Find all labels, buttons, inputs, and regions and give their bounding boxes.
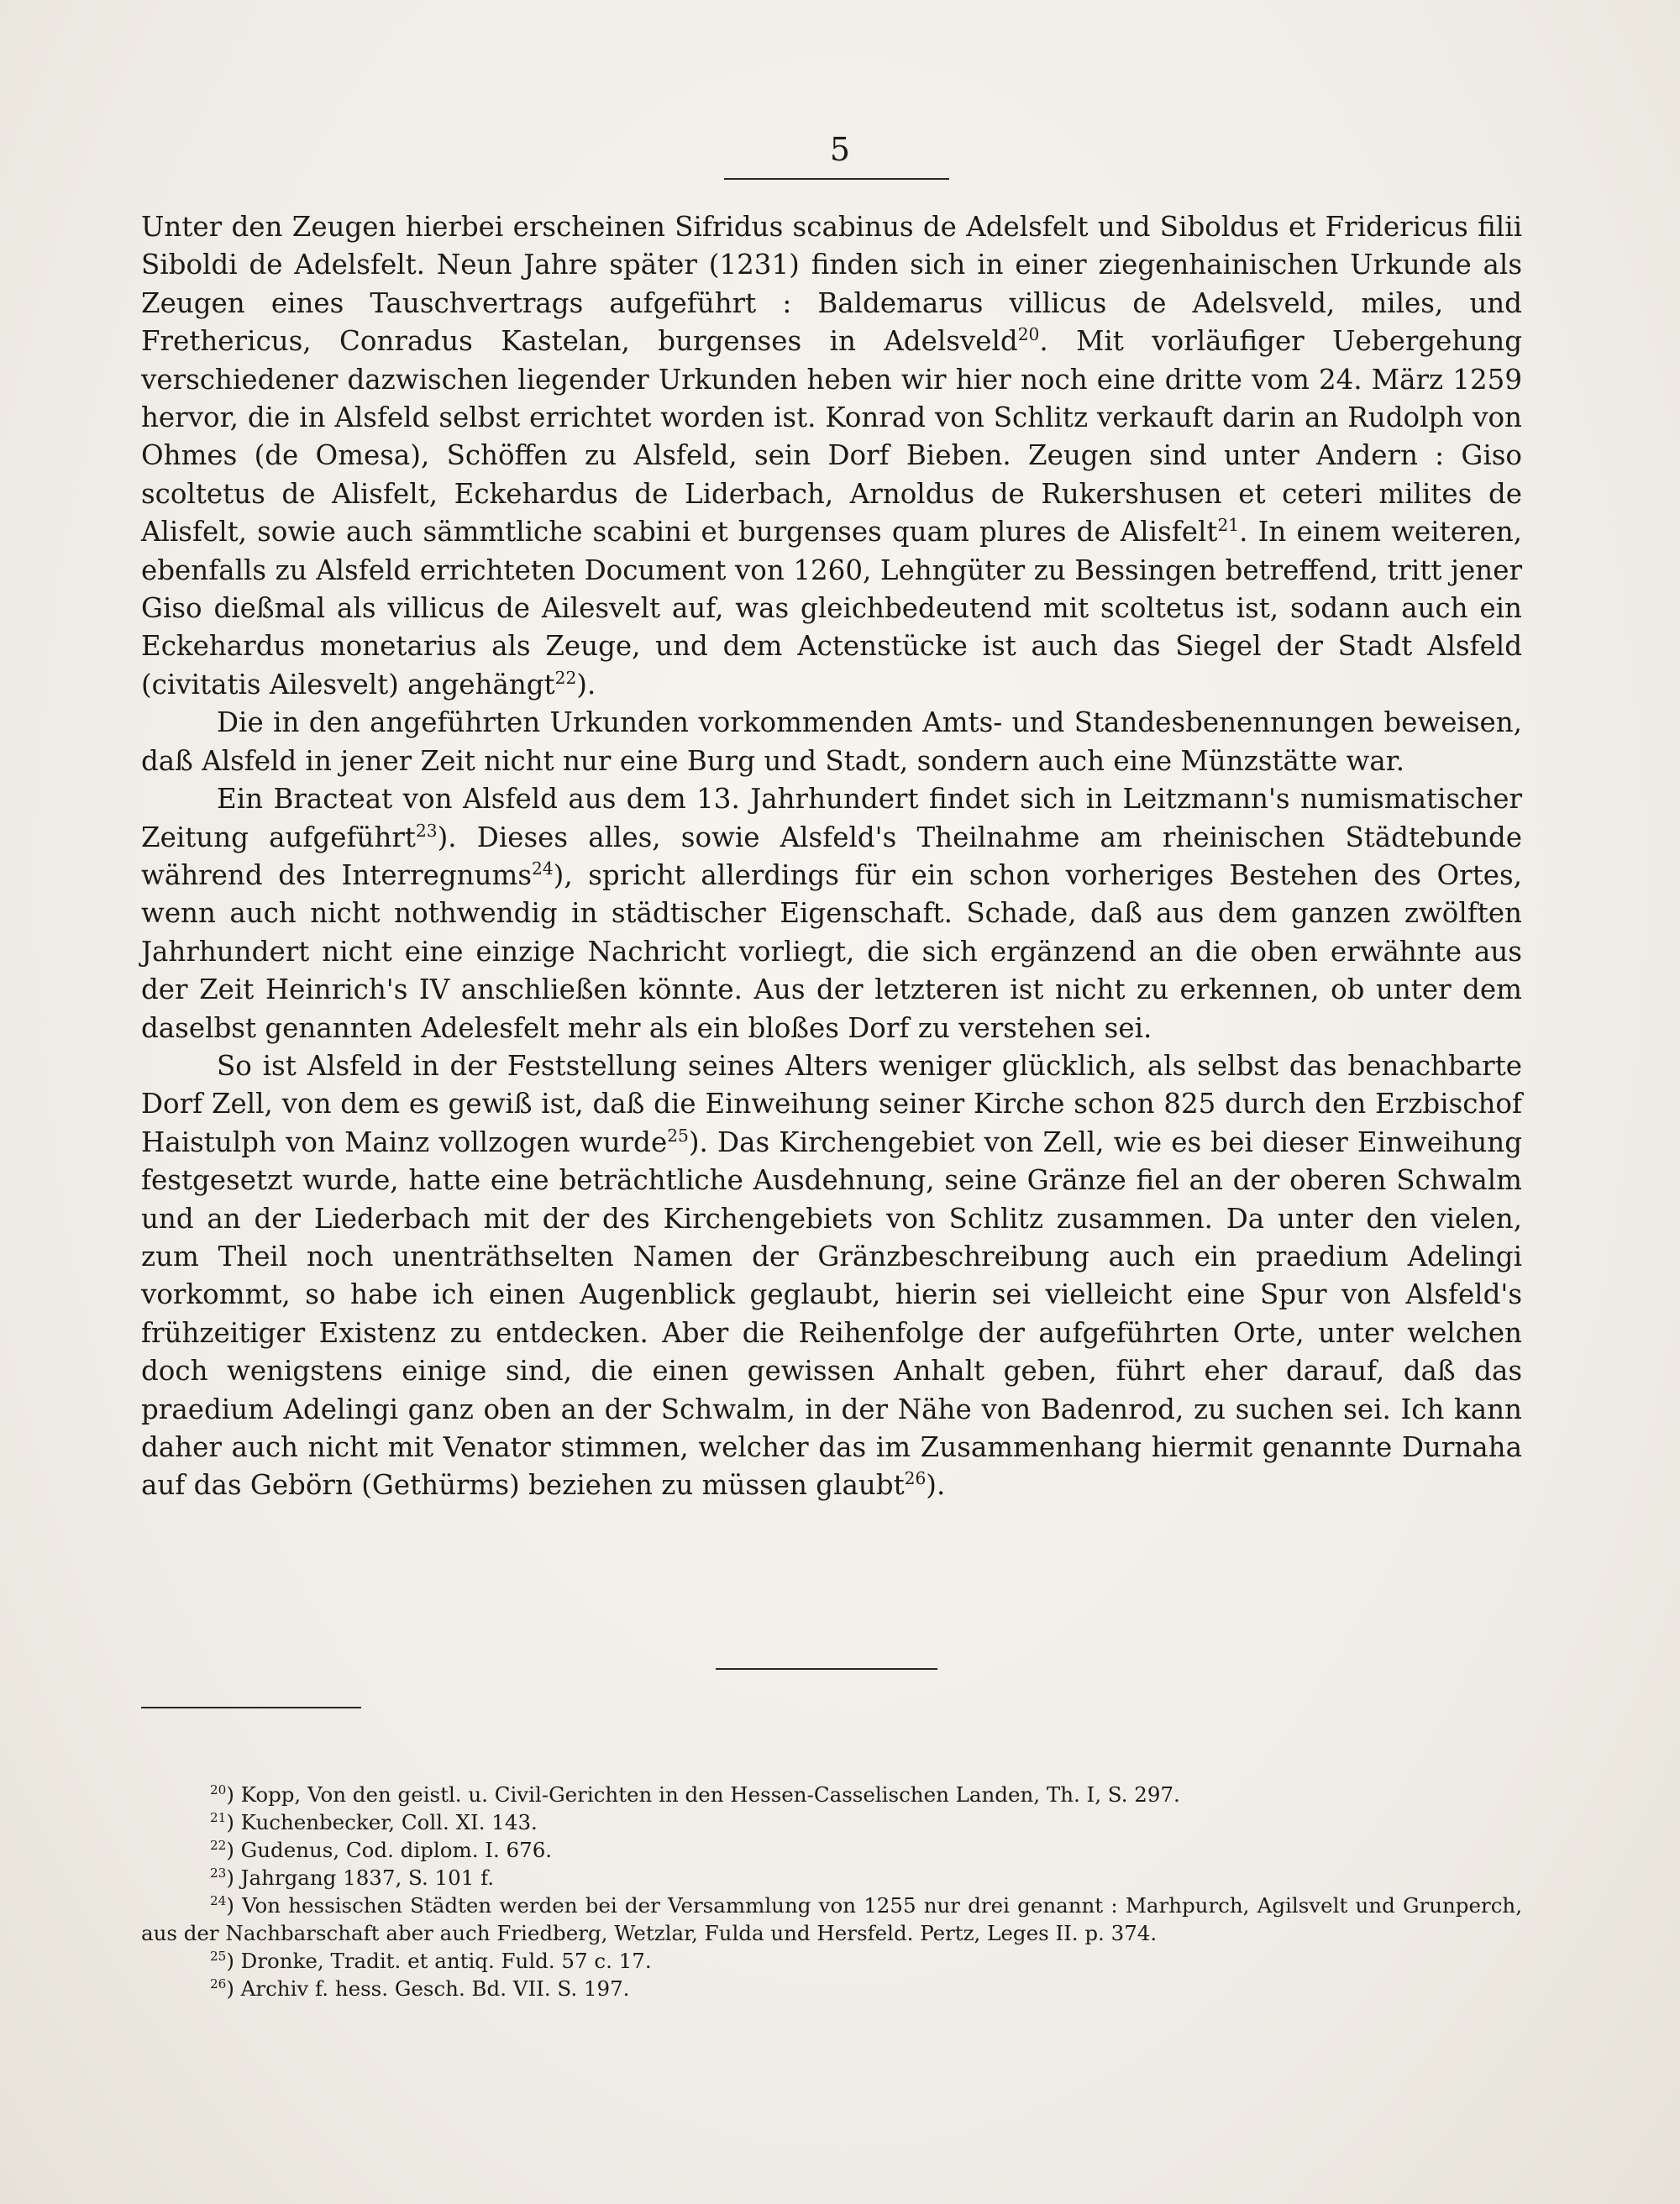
footnote-20: $^{20}$) Kopp, Von den geistl. u. Civil-Gerichten in den Hessen-Casselischen Landen, Th. I, S. 297.	[210, 1782, 1180, 1807]
footnote-separator	[141, 1707, 361, 1708]
page-number: 5	[829, 131, 851, 168]
footnote-ref-25: 25	[667, 1125, 689, 1146]
header-rule	[724, 178, 949, 180]
footnote-ref-20: 20	[1017, 324, 1040, 345]
footnotes	[141, 1781, 1522, 2002]
footnote-24: $^{24}$) Von hessischen Städten werden bei der Versammlung von 1255 nur drei genannt : Marhpurch, Agilsvelt und Grunperch, aus der Nachbarschaft aber auch Friedberg, Wetzlar, Fulda und Hersfeld. Pertz, Leges II. p. 374.	[141, 1892, 1522, 1945]
paragraph-4: So ist Alsfeld in der Feststellung seines Alters weniger glücklich, als selbst das benachbarte Dorf Zell, von dem es gewiß ist, daß die Einweihung seiner Kirche schon 825 durch den Erzbischof Haistulph von Mainz vollzogen wurde$^{25}$). Das Kirchengebiet von Zell, wie es bei dieser Einweihung festgesetzt wurde, hatte eine beträchtliche Ausdehnung, seine Gränze fiel an der oberen Schwalm und an der Liederbach mit der des Kirchengebiets von Schlitz zusammen. Da unter den vielen, zum Theil noch unenträthselten Namen der Gränzbeschreibung auch ein praedium Adelingi vorkommt, so habe ich einen Augenblick geglaubt, hierin sei vielleicht eine Spur von Alsfeld's frühzeitiger Existenz zu entdecken. Aber die Reihenfolge der aufgeführten Orte, unter welchen doch wenigstens einige sind, die einen gewissen Anhalt geben, führt eher darauf, daß das praedium Adelingi ganz oben an der Schwalm, in der Nähe von Badenrod, zu suchen sei. Ich kann daher auch nicht mit Venator stimmen, welcher das im Zusammenhang hiermit genannte Durnaha auf das Gebörn (Gethürms) beziehen zu müssen glaubt$^{26}$).	[141, 1049, 1522, 1502]
main-text	[141, 208, 1522, 1505]
footnote-25: $^{25}$) Dronke, Tradit. et antiq. Fuld. 57 c. 17.	[210, 1948, 652, 1973]
footnote-ref-23: 23	[415, 820, 438, 841]
footnote-23: $^{23}$) Jahrgang 1837, S. 101 f.	[210, 1865, 495, 1890]
paragraph-3: Ein Bracteat von Alsfeld aus dem 13. Jahrhundert findet sich in Leitzmann's numismatischer Zeitung aufgeführt$^{23}$). Dieses alles, sowie Alsfeld's Theilnahme am rheinischen Städtebunde während des Interregnums$^{24}$), spricht allerdings für ein schon vorheriges Bestehen des Ortes, wenn auch nicht nothwendig in städtischer Eigenschaft. Schade, daß aus dem ganzen zwölften Jahrhundert nicht eine einzige Nachricht vorliegt, die sich ergänzend an die oben erwähnte aus der Zeit Heinrich's IV anschließen könnte. Aus der letzteren ist nicht zu erkennen, ob unter dem daselbst genannten Adelesfelt mehr als ein bloßes Dorf zu verstehen sei.	[141, 783, 1522, 1044]
footnote-22: $^{22}$) Gudenus, Cod. diplom. I. 676.	[210, 1837, 553, 1862]
paragraph-2: Die in den angeführten Urkunden vorkommenden Amts- und Standesbenennungen beweisen, daß Alsfeld in jener Zeit nicht nur eine Burg und Stadt, sondern auch eine Münzstätte war.	[141, 706, 1522, 777]
footnote-26: $^{26}$) Archiv f. hess. Gesch. Bd. VII. S. 197.	[210, 1976, 630, 2001]
paragraph-1: Unter den Zeugen hierbei erscheinen Sifridus scabinus de Adelsfelt und Siboldus et Fridericus filii Siboldi de Adelsfelt. Neun Jahre später (1231) finden sich in einer ziegenhainischen Urkunde als Zeugen eines Tauschvertrags aufgeführt : Baldemarus villicus de Adelsveld, miles, und Frethericus, Conradus Kastelan, burgenses in Adelsveld$^{20}$. Mit vorläufiger Uebergehung verschiedener dazwischen liegender Urkunden heben wir hier noch eine dritte vom 24. März 1259 hervor, die in Alsfeld selbst errichtet worden ist. Konrad von Schlitz verkauft darin an Rudolph von Ohmes (de Omesa), Schöffen zu Alsfeld, sein Dorf Bieben. Zeugen sind unter Andern : Giso scoltetus de Alisfelt, Eckehardus de Liderbach, Arnoldus de Rukershusen et ceteri milites de Alisfelt, sowie auch sämmtliche scabini et burgenses quam plures de Alisfelt$^{21}$. In einem weiteren, ebenfalls zu Alsfeld errichteten Document von 1260, Lehngüter zu Bessingen betreffend, tritt jener Giso dießmal als villicus de Ailesvelt auf, was gleichbedeutend mit scoltetus ist, sodann auch ein Eckehardus monetarius als Zeuge, und dem Actenstücke ist auch das Siegel der Stadt Alsfeld (civitatis Ailesvelt) angehängt$^{22}$).	[141, 211, 1522, 701]
footnote-ref-22: 22	[554, 667, 577, 688]
section-end-rule	[716, 1668, 937, 1670]
footnote-ref-26: 26	[904, 1468, 927, 1489]
footnote-21: $^{21}$) Kuchenbecker, Coll. XI. 143.	[210, 1809, 538, 1834]
footnote-ref-21: 21	[1217, 515, 1240, 536]
footnote-ref-24: 24	[532, 858, 554, 879]
